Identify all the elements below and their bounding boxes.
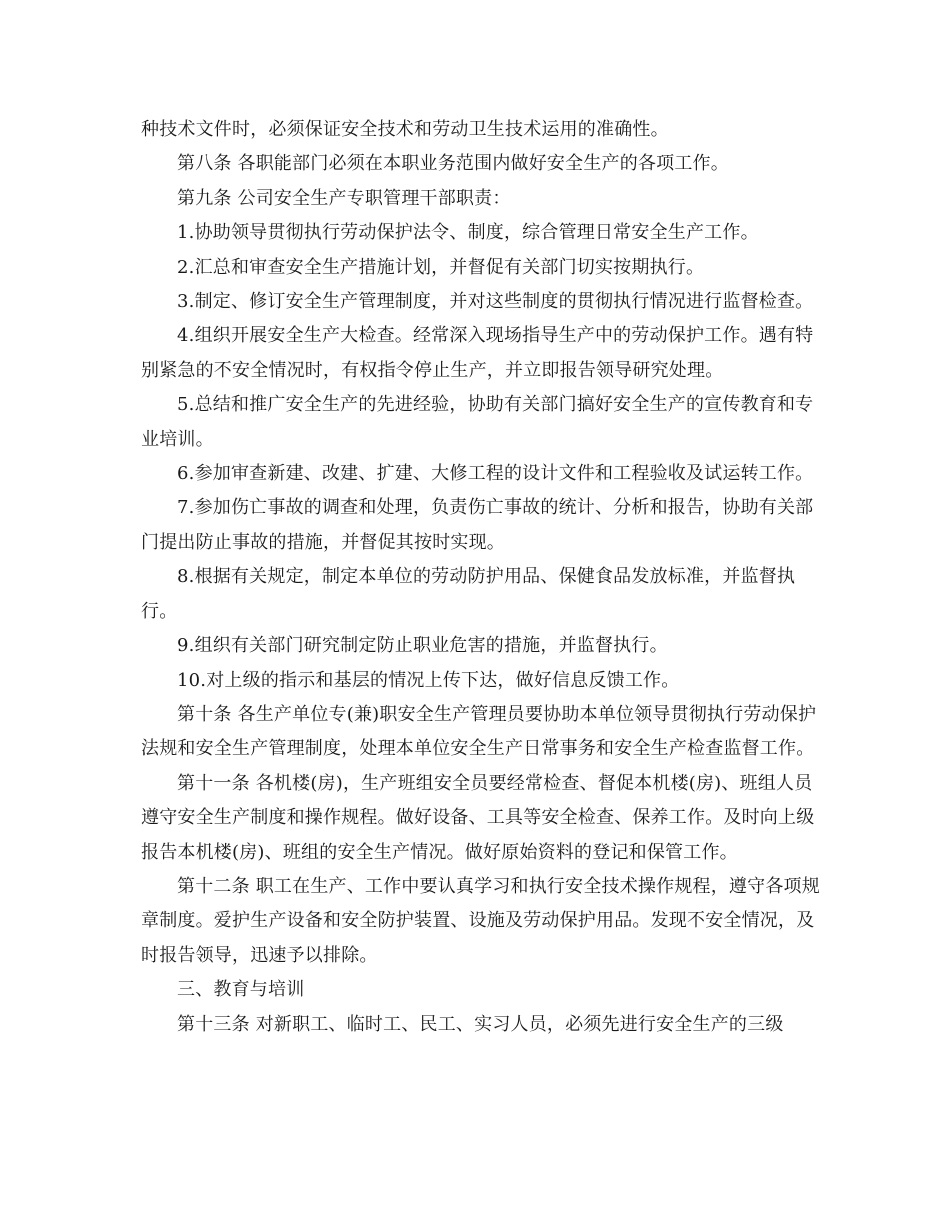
section-heading: 三、教育与培训: [177, 979, 305, 1001]
paragraph: 第十二条 职工在生产、工作中要认真学习和执行安全技术操作规程，遵守各项规章制度。爱护生产设备和安全防护装置、设施及劳动保护用品。发现不安全情况，及时报告领导，迅速予以排除。: [141, 875, 820, 966]
list-item: 4.组织开展安全生产大检查。经常深入现场指导生产中的劳动保护工作。遇有特别紧急的不安全情况时，有权指令停止生产，并立即报告领导研究处理。: [141, 325, 814, 381]
list-item: 10.对上级的指示和基层的情况上传下达，做好信息反馈工作。: [177, 669, 680, 691]
list-item: 9.组织有关部门研究制定防止职业危害的措施，并监督执行。: [177, 635, 668, 657]
list-item: 8.根据有关规定，制定本单位的劳动防护用品、保健食品发放标准，并监督执行。: [141, 566, 796, 622]
list-item: 6.参加审查新建、改建、扩建、大修工程的设计文件和工程验收及试运转工作。: [177, 463, 814, 485]
paragraph: 第九条 公司安全生产专职管理干部职责：: [177, 187, 511, 209]
paragraph: 第十条 各生产单位专(兼)职安全生产管理员要协助本单位领导贯彻执行劳动保护法规和安全生产管理制度，处理本单位安全生产日常事务和安全生产检查监督工作。: [141, 703, 817, 760]
list-item: 1.协助领导贯彻执行劳动保护法令、制度，综合管理日常安全生产工作。: [177, 222, 759, 244]
list-item: 7.参加伤亡事故的调查和处理，负责伤亡事故的统计、分析和报告，协助有关部门提出防止事故的措施，并督促其按时实现。: [141, 497, 814, 553]
list-item: 5.总结和推广安全生产的先进经验，协助有关部门搞好安全生产的宣传教育和专业培训。: [141, 394, 814, 450]
document-body: [141, 113, 821, 1042]
list-item: 3.制定、修订安全生产管理制度，并对这些制度的贯彻执行情况进行监督检查。: [177, 291, 814, 313]
paragraph: 第十一条 各机楼(房)，生产班组安全员要经常检查、督促本机楼(房)、班组人员遵守安全生产制度和操作规程。做好设备、工具等安全检查、保养工作。及时向上级报告本机楼(房)、班组的安全生产情况。做好原始资料的登记和保管工作。: [141, 772, 815, 863]
paragraph: 第十三条 对新职工、临时工、民工、实习人员，必须先进行安全生产的三级: [177, 1013, 784, 1035]
paragraph: 第八条 各职能部门必须在本职业务范围内做好安全生产的各项工作。: [177, 153, 729, 175]
paragraph: 种技术文件时，必须保证安全技术和劳动卫生技术运用的准确性。: [141, 119, 669, 140]
list-item: 2.汇总和审查安全生产措施计划，并督促有关部门切实按期执行。: [177, 256, 705, 278]
